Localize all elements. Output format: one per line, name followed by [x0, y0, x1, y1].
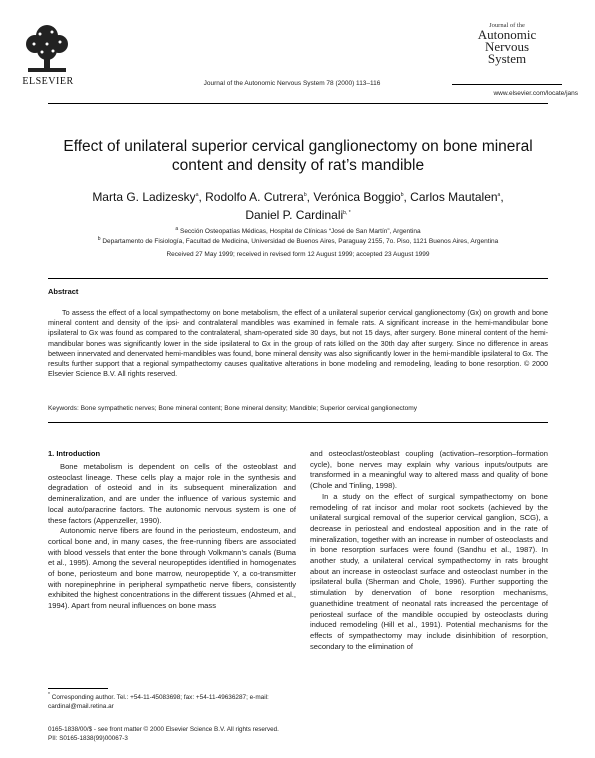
author-name: Carlos Mautalen: [410, 190, 498, 204]
author-affiliation-mark: a: [195, 192, 199, 198]
author-separator: ,: [198, 190, 206, 204]
body-paragraph: Autonomic nerve fibers are found in the periosteum, endosteum, and cortical bone and, in many cases, the free-running fibers are associated with blood vessels that enter the bone through Volkmann’s canals (Buma et al., 1995). Among the several neuropeptides identified in homogenates of bone, periosteum and bone marrow, neuropeptide Y, a co-transmitter with norepinephrine in peripheral sympathetic nerve fibers, consistently exhibited the highest concentrations in the different tissues (Ahmed et al., 1994). Apart from neural influences on bone mass: [48, 526, 296, 611]
body-paragraph: and osteoclast/osteoblast coupling (activation–resorption–formation cycle), bone nerves may explain why various inputs/outputs are transformed in a meaningful way to altered mass and quality of bone (Chole and Tinling, 1998).: [310, 449, 548, 491]
footnote-rule: [48, 688, 108, 689]
header-rule: [48, 103, 548, 104]
affiliation-b: [48, 235, 548, 246]
elsevier-tree-logo: [22, 22, 72, 74]
body-column-right: [310, 449, 548, 652]
corresponding-author-footnote: [48, 691, 296, 711]
title-line-1: Effect of unilateral superior cervical ganglionectomy on bone mineral: [63, 138, 533, 155]
journal-url[interactable]: www.elsevier.com/locate/jans: [493, 90, 578, 97]
footnote-text: Corresponding author. Tel.: +54-11-45083698; fax: +54-11-49636287; e-mail: cardinal@mail.retina.ar: [48, 694, 269, 711]
author-name: Rodolfo A. Cutrera: [205, 190, 304, 204]
keywords: Keywords: Bone sympathetic nerves; Bone mineral content; Bone mineral density; Mandible; Superior cervical ganglionectomy: [48, 405, 418, 412]
section-heading-introduction: 1. Introduction: [48, 449, 101, 458]
body-column-left: [48, 462, 296, 612]
abstract-top-rule: [48, 278, 548, 279]
author-affiliation-mark: b: [303, 192, 307, 198]
author-affiliation-mark: b: [400, 192, 404, 198]
abstract-bottom-rule: [48, 422, 548, 423]
footnote-mark: *: [48, 692, 50, 698]
affiliation-mark: a: [175, 226, 179, 232]
author-list: [48, 187, 548, 223]
author-separator: ,: [500, 190, 504, 204]
author-name: Verónica Boggio: [313, 190, 401, 204]
article-title: [48, 137, 548, 175]
copyright-footer: [48, 725, 448, 743]
body-paragraph: In a study on the effect of surgical sympathectomy on bone remodeling of rat incisor and molar root sockets (achieved by the unilateral surgical removal of the superior cervical ganglion, SCG), a decrease in periosteal and endosteal apposition and in the rate of mineralization, together with an increase in number of osteoclasts and in bone resorption surfaces were found (Sandhu et al., 1987). In another study, a unilateral cervical sympathectomy in rats brought about an increase in osteoclast surface and osteoclast number in the ipsilateral bulla (Sherman and Chole, 1996). Further supporting the stimulation by denervation of bone resorption mechanisms, guanethidine treatment of neonatal rats increased the percentage of periosteal surface of the mandible occupied by osteoclasts during induced remodeling (Hill et al., 1991). Potential mechanisms for the effects of sympathectomy may include disinhibition of resorption, secondary to the elimination of: [310, 491, 548, 651]
brand-prefix: Journal of the: [489, 22, 525, 29]
author-separator: ,: [403, 190, 411, 204]
pii-line: PII: S0165-1838(99)00067-3: [48, 735, 128, 742]
title-line-2: content and density of rat’s mandible: [171, 157, 425, 174]
author-affiliation-mark: a: [497, 192, 501, 198]
affiliation-mark: b: [97, 236, 101, 242]
journal-brand: [452, 22, 562, 65]
affiliation-text: Departamento de Fisiología, Facultad de Medicina, Universidad de Buenos Aires, Paraguay 2155, 7o. Piso, 1121 Buenos Aires, Argentina: [102, 238, 499, 246]
publisher-name: ELSEVIER: [22, 76, 74, 87]
author-name: Marta G. Ladizesky: [92, 190, 196, 204]
brand-line-2: Nervous: [484, 39, 530, 54]
brand-line-3: System: [487, 51, 527, 66]
author-affiliation-mark: b, *: [343, 210, 351, 216]
abstract-heading: Abstract: [48, 287, 79, 296]
brand-line-1: Autonomic: [477, 27, 537, 42]
author-name: Daniel P. Cardinali: [245, 208, 344, 222]
author-separator: ,: [306, 190, 314, 204]
received-dates: Received 27 May 1999; received in revised form 12 August 1999; accepted 23 August 1999: [166, 251, 430, 258]
journal-reference: Journal of the Autonomic Nervous System 78 (2000) 113–116: [203, 80, 381, 87]
abstract-text: To assess the effect of a local sympathectomy on bone metabolism, the effect of a unilateral superior cervical ganglionectomy (Gx) on growth and bone mineral content and density of the ipsi- and contralateral mandibles was examined in female rats. A significant increase in the hemi-mandibular bone ipsilateral to Gx was found as compared to the contralateral, sham-operated side 30 days, but not 15 days, after surgery. Bone mineral content of the hemi-mandibular bones was significantly lower in the side ipsilateral to Gx in the group of rats killed on the 30th day after surgery. Since no difference in areas between innervated and denervated hemi-mandibles was found, bone mineral density was also significantly lower in the hemi-mandible ipsilateral to Gx. The results further support that a regional sympathectomy causes qualitative alterations in bone modeling and remodeling, leading to bone resorption. © 2000 Elsevier Science B.V. All rights reserved.: [48, 308, 548, 379]
copyright-line: 0165-1838/00/$ - see front matter © 2000 Elsevier Science B.V. All rights reserved.: [48, 726, 279, 733]
body-paragraph: Bone metabolism is dependent on cells of the osteoblast and osteoclast lineage. These cells play a major role in the synthesis and degradation of osteoid and in its subsequent mineralization and demineralization, and are under the influence of various systemic and local auto/paracrine factors. The autonomic nervous system is one of these factors (Appenzeller, 1990).: [48, 462, 296, 525]
affiliation-text: Sección Osteopatías Médicas, Hospital de Clínicas “José de San Martín”, Argentina: [179, 228, 421, 236]
brand-divider: [452, 84, 562, 85]
